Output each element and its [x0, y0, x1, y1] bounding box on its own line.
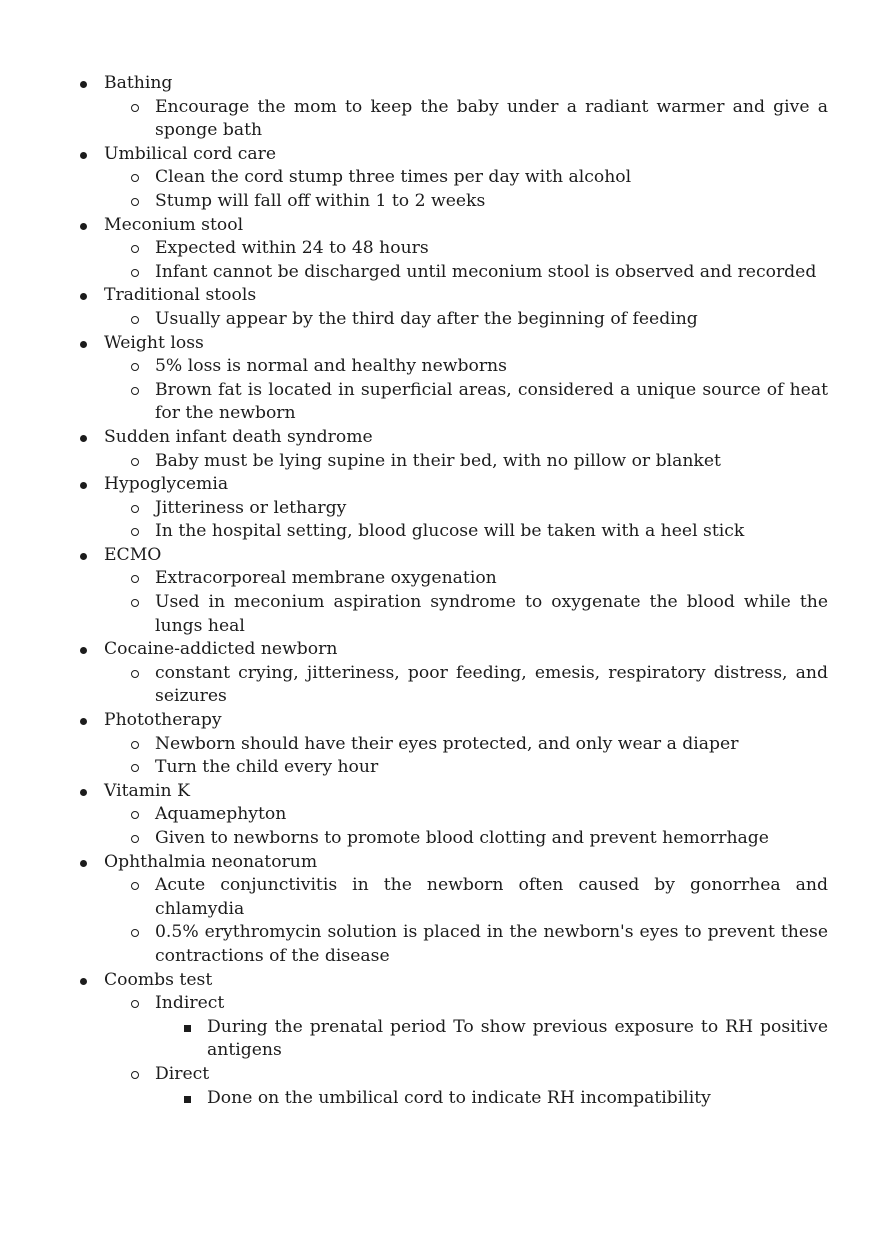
hollow-bullet-icon: [131, 174, 139, 182]
list-item: [0, 284, 880, 308]
hollow-bullet-icon: [131, 458, 139, 466]
sub-sub-list-item: [0, 1016, 880, 1063]
sub-list-item: [0, 733, 880, 757]
list-item-text: Ophthalmia neonatorum: [104, 851, 318, 872]
nested-list: [0, 96, 880, 143]
list-item-text: Done on the umbilical cord to indicate RH incompatibility: [207, 1087, 711, 1108]
hollow-bullet-icon: [131, 835, 139, 843]
list-item-text: 5% loss is normal and healthy newborns: [155, 356, 507, 377]
list-item-text: Jitteriness or lethargy: [155, 497, 347, 518]
sub-list-item: [0, 1063, 880, 1087]
document-page: [0, 72, 880, 1110]
nested-list: [0, 166, 880, 213]
filled-bullet-icon: [80, 341, 87, 348]
bullet-list: [0, 72, 880, 1110]
sub-list-item: [0, 450, 880, 474]
list-item-text: Traditional stools: [104, 285, 257, 306]
hollow-bullet-icon: [131, 882, 139, 890]
nested-list: [0, 450, 880, 474]
sub-list-item: [0, 921, 880, 968]
filled-bullet-icon: [80, 718, 87, 725]
sub-list-item: [0, 166, 880, 190]
nested-list: [0, 733, 880, 780]
list-item-text: Extracorporeal membrane oxygenation: [155, 568, 497, 589]
hollow-bullet-icon: [131, 505, 139, 513]
square-bullet-icon: [184, 1025, 191, 1032]
list-item-text: Acute conjunctivitis in the newborn often caused by gonorrhea and chlamydia: [155, 875, 828, 919]
list-item: [0, 426, 880, 450]
list-item-text: Meconium stool: [104, 214, 244, 235]
square-bullet-icon: [184, 1096, 191, 1103]
filled-bullet-icon: [80, 978, 87, 985]
sub-sub-list-item: [0, 1087, 880, 1111]
list-item: [0, 214, 880, 238]
list-item-text: constant crying, jitteriness, poor feeding, emesis, respiratory distress, and seizures: [155, 662, 828, 707]
sub-list-item: [0, 992, 880, 1016]
hollow-bullet-icon: [131, 198, 139, 206]
hollow-bullet-icon: [131, 599, 139, 607]
sub-list-item: [0, 874, 880, 921]
list-item-text: Hypoglycemia: [104, 474, 229, 495]
sub-list-item: [0, 662, 880, 709]
hollow-bullet-icon: [131, 363, 139, 371]
list-item-text: Stump will fall off within 1 to 2 weeks: [155, 190, 486, 211]
filled-bullet-icon: [80, 435, 87, 442]
list-item-text: Sudden infant death syndrome: [104, 426, 373, 447]
hollow-bullet-icon: [131, 575, 139, 583]
hollow-bullet-icon: [131, 811, 139, 819]
filled-bullet-icon: [80, 482, 87, 489]
nested-list: [0, 874, 880, 968]
list-item-text: Direct: [155, 1063, 210, 1084]
hollow-bullet-icon: [131, 764, 139, 772]
filled-bullet-icon: [80, 223, 87, 230]
list-item-text: Bathing: [104, 73, 173, 93]
hollow-bullet-icon: [131, 670, 139, 678]
list-item: [0, 332, 880, 356]
filled-bullet-icon: [80, 152, 87, 159]
list-item: [0, 780, 880, 804]
list-item-text: Baby must be lying supine in their bed, with no pillow or blanket: [155, 450, 721, 471]
filled-bullet-icon: [80, 81, 87, 88]
list-item-text: Expected within 24 to 48 hours: [155, 238, 429, 259]
hollow-bullet-icon: [131, 1071, 139, 1079]
sub-list-item: [0, 237, 880, 261]
filled-bullet-icon: [80, 860, 87, 867]
list-item: [0, 473, 880, 497]
hollow-bullet-icon: [131, 1000, 139, 1008]
sub-list-item: [0, 379, 880, 426]
sub-list-item: [0, 803, 880, 827]
list-item-text: Newborn should have their eyes protected, and only wear a diaper: [155, 733, 739, 754]
list-item-text: Aquamephyton: [155, 804, 287, 825]
hollow-bullet-icon: [131, 269, 139, 277]
sub-list-item: [0, 591, 880, 638]
list-item: [0, 72, 880, 96]
list-item-text: Cocaine-addicted newborn: [104, 639, 338, 660]
sub-list-item: [0, 308, 880, 332]
hollow-bullet-icon: [131, 245, 139, 253]
nested-list: [0, 237, 880, 284]
list-item-text: Vitamin K: [104, 780, 190, 801]
nested-list: [0, 662, 880, 709]
list-item-text: In the hospital setting, blood glucose will be taken with a heel stick: [155, 521, 745, 542]
list-item: [0, 709, 880, 733]
sub-list-item: [0, 756, 880, 780]
list-item: [0, 143, 880, 167]
sub-list-item: [0, 190, 880, 214]
hollow-bullet-icon: [131, 316, 139, 324]
list-item: [0, 638, 880, 662]
filled-bullet-icon: [80, 553, 87, 560]
sub-list-item: [0, 827, 880, 851]
hollow-bullet-icon: [131, 528, 139, 536]
list-item-text: ECMO: [104, 544, 162, 565]
list-item-text: Clean the cord stump three times per day with alcohol: [155, 167, 632, 188]
nested-list: [0, 803, 880, 850]
list-item-text: During the prenatal period To show previous exposure to RH positive antigens: [207, 1016, 828, 1061]
list-item-text: Used in meconium aspiration syndrome to oxygenate the blood while the lungs heal: [155, 592, 828, 636]
nested-list: [0, 308, 880, 332]
hollow-bullet-icon: [131, 741, 139, 749]
sub-list-item: [0, 355, 880, 379]
filled-bullet-icon: [80, 293, 87, 300]
list-item: [0, 544, 880, 568]
nested-list: [0, 1016, 880, 1063]
filled-bullet-icon: [80, 789, 87, 796]
list-item-text: Usually appear by the third day after the beginning of feeding: [155, 308, 698, 329]
sub-list-item: [0, 261, 880, 285]
list-item-text: Coombs test: [104, 969, 213, 990]
hollow-bullet-icon: [131, 104, 139, 112]
list-item: [0, 969, 880, 993]
nested-list: [0, 1087, 880, 1111]
sub-list-item: [0, 497, 880, 521]
nested-list: [0, 497, 880, 544]
list-item-text: Given to newborns to promote blood clotting and prevent hemorrhage: [155, 828, 769, 848]
list-item-text: Phototherapy: [104, 710, 222, 731]
nested-list: [0, 992, 880, 1110]
list-item-text: Weight loss: [104, 332, 204, 353]
list-item: [0, 851, 880, 875]
list-item-text: Encourage the mom to keep the baby under a radiant warmer and give a sponge bath: [155, 96, 828, 141]
sub-list-item: [0, 567, 880, 591]
sub-list-item: [0, 520, 880, 544]
hollow-bullet-icon: [131, 929, 139, 937]
list-item-text: Turn the child every hour: [155, 757, 379, 778]
filled-bullet-icon: [80, 647, 87, 654]
nested-list: [0, 355, 880, 426]
list-item-text: Infant cannot be discharged until meconium stool is observed and recorded: [155, 261, 817, 282]
hollow-bullet-icon: [131, 387, 139, 395]
list-item-text: 0.5% erythromycin solution is placed in the newborn's eyes to prevent these contractions of the disease: [155, 922, 828, 966]
list-item-text: Indirect: [155, 993, 225, 1014]
list-item-text: Brown fat is located in superficial areas, considered a unique source of heat for the newborn: [155, 379, 828, 424]
list-item-text: Umbilical cord care: [104, 143, 277, 164]
nested-list: [0, 567, 880, 638]
sub-list-item: [0, 96, 880, 143]
